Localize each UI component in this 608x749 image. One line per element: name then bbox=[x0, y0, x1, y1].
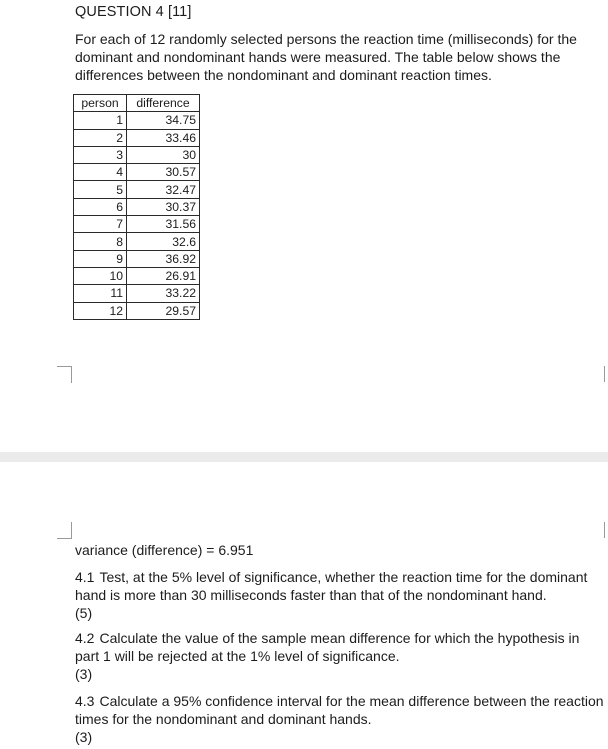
table-row bbox=[74, 129, 200, 146]
difference-cell: 32.47 bbox=[127, 181, 200, 198]
difference-cell: 31.56 bbox=[127, 216, 200, 233]
table-header-row bbox=[74, 95, 200, 112]
difference-cell: 33.46 bbox=[127, 129, 200, 146]
person-cell: 6 bbox=[74, 198, 127, 215]
difference-cell: 26.91 bbox=[127, 267, 200, 284]
person-cell: 12 bbox=[74, 302, 127, 319]
table-row bbox=[74, 267, 200, 284]
person-cell: 4 bbox=[74, 164, 127, 181]
person-cell: 5 bbox=[74, 181, 127, 198]
question-intro: For each of 12 randomly selected persons the reaction time (milliseconds) for the dominant and nondominant hands were measured. The table below shows the differences between the nondominant and dominant reaction times. bbox=[75, 31, 577, 83]
table-row bbox=[74, 302, 200, 319]
margin-corner-mark bbox=[57, 522, 72, 539]
difference-cell: 32.6 bbox=[127, 233, 200, 250]
person-cell: 3 bbox=[74, 146, 127, 163]
difference-cell: 30.37 bbox=[127, 198, 200, 215]
difference-cell: 36.92 bbox=[127, 250, 200, 267]
question-heading: QUESTION 4 [11] bbox=[75, 4, 192, 20]
difference-cell: 30.57 bbox=[127, 164, 200, 181]
difference-cell: 29.57 bbox=[127, 302, 200, 319]
person-cell: 11 bbox=[74, 285, 127, 302]
table-row bbox=[74, 181, 200, 198]
question-part-4-3 bbox=[75, 692, 605, 746]
part-text: Calculate a 95% confidence interval for the mean difference between the reaction times for the nondominant and dominant hands. bbox=[75, 693, 604, 727]
difference-column-header: difference bbox=[127, 95, 200, 112]
person-column-header: person bbox=[74, 95, 127, 112]
difference-cell: 30 bbox=[127, 146, 200, 163]
difference-cell: 34.75 bbox=[127, 112, 200, 129]
question-part-4-1 bbox=[75, 568, 605, 622]
person-cell: 8 bbox=[74, 233, 127, 250]
person-cell: 10 bbox=[74, 267, 127, 284]
table-row bbox=[74, 285, 200, 302]
table-row bbox=[74, 250, 200, 267]
table-row bbox=[74, 216, 200, 233]
part-text: Calculate the value of the sample mean difference for which the hypothesis in part 1 will be rejected at the 1% level of significance. bbox=[75, 630, 580, 664]
page-separator bbox=[0, 452, 608, 462]
part-text: Test, at the 5% level of significance, whether the reaction time for the dominant hand is more than 30 milliseconds faster than that of the nondominant hand. bbox=[75, 569, 588, 603]
table-row bbox=[74, 233, 200, 250]
part-number: 4.1 bbox=[75, 569, 95, 585]
margin-corner-mark bbox=[604, 366, 605, 382]
difference-cell: 33.22 bbox=[127, 285, 200, 302]
part-marks: (5) bbox=[75, 605, 93, 621]
person-cell: 7 bbox=[74, 216, 127, 233]
person-cell: 9 bbox=[74, 250, 127, 267]
part-marks: (3) bbox=[75, 729, 93, 745]
part-number: 4.2 bbox=[75, 630, 95, 646]
margin-corner-mark bbox=[57, 366, 72, 383]
person-cell: 1 bbox=[74, 112, 127, 129]
differences-table bbox=[73, 94, 200, 320]
part-number: 4.3 bbox=[75, 693, 95, 709]
person-cell: 2 bbox=[74, 129, 127, 146]
question-part-4-2 bbox=[75, 629, 605, 683]
table-row bbox=[74, 146, 200, 163]
part-marks: (3) bbox=[75, 666, 93, 682]
table-row bbox=[74, 164, 200, 181]
margin-corner-mark bbox=[604, 522, 605, 538]
table-row bbox=[74, 112, 200, 129]
table-row bbox=[74, 198, 200, 215]
variance-line: variance (difference) = 6.951 bbox=[75, 542, 254, 558]
